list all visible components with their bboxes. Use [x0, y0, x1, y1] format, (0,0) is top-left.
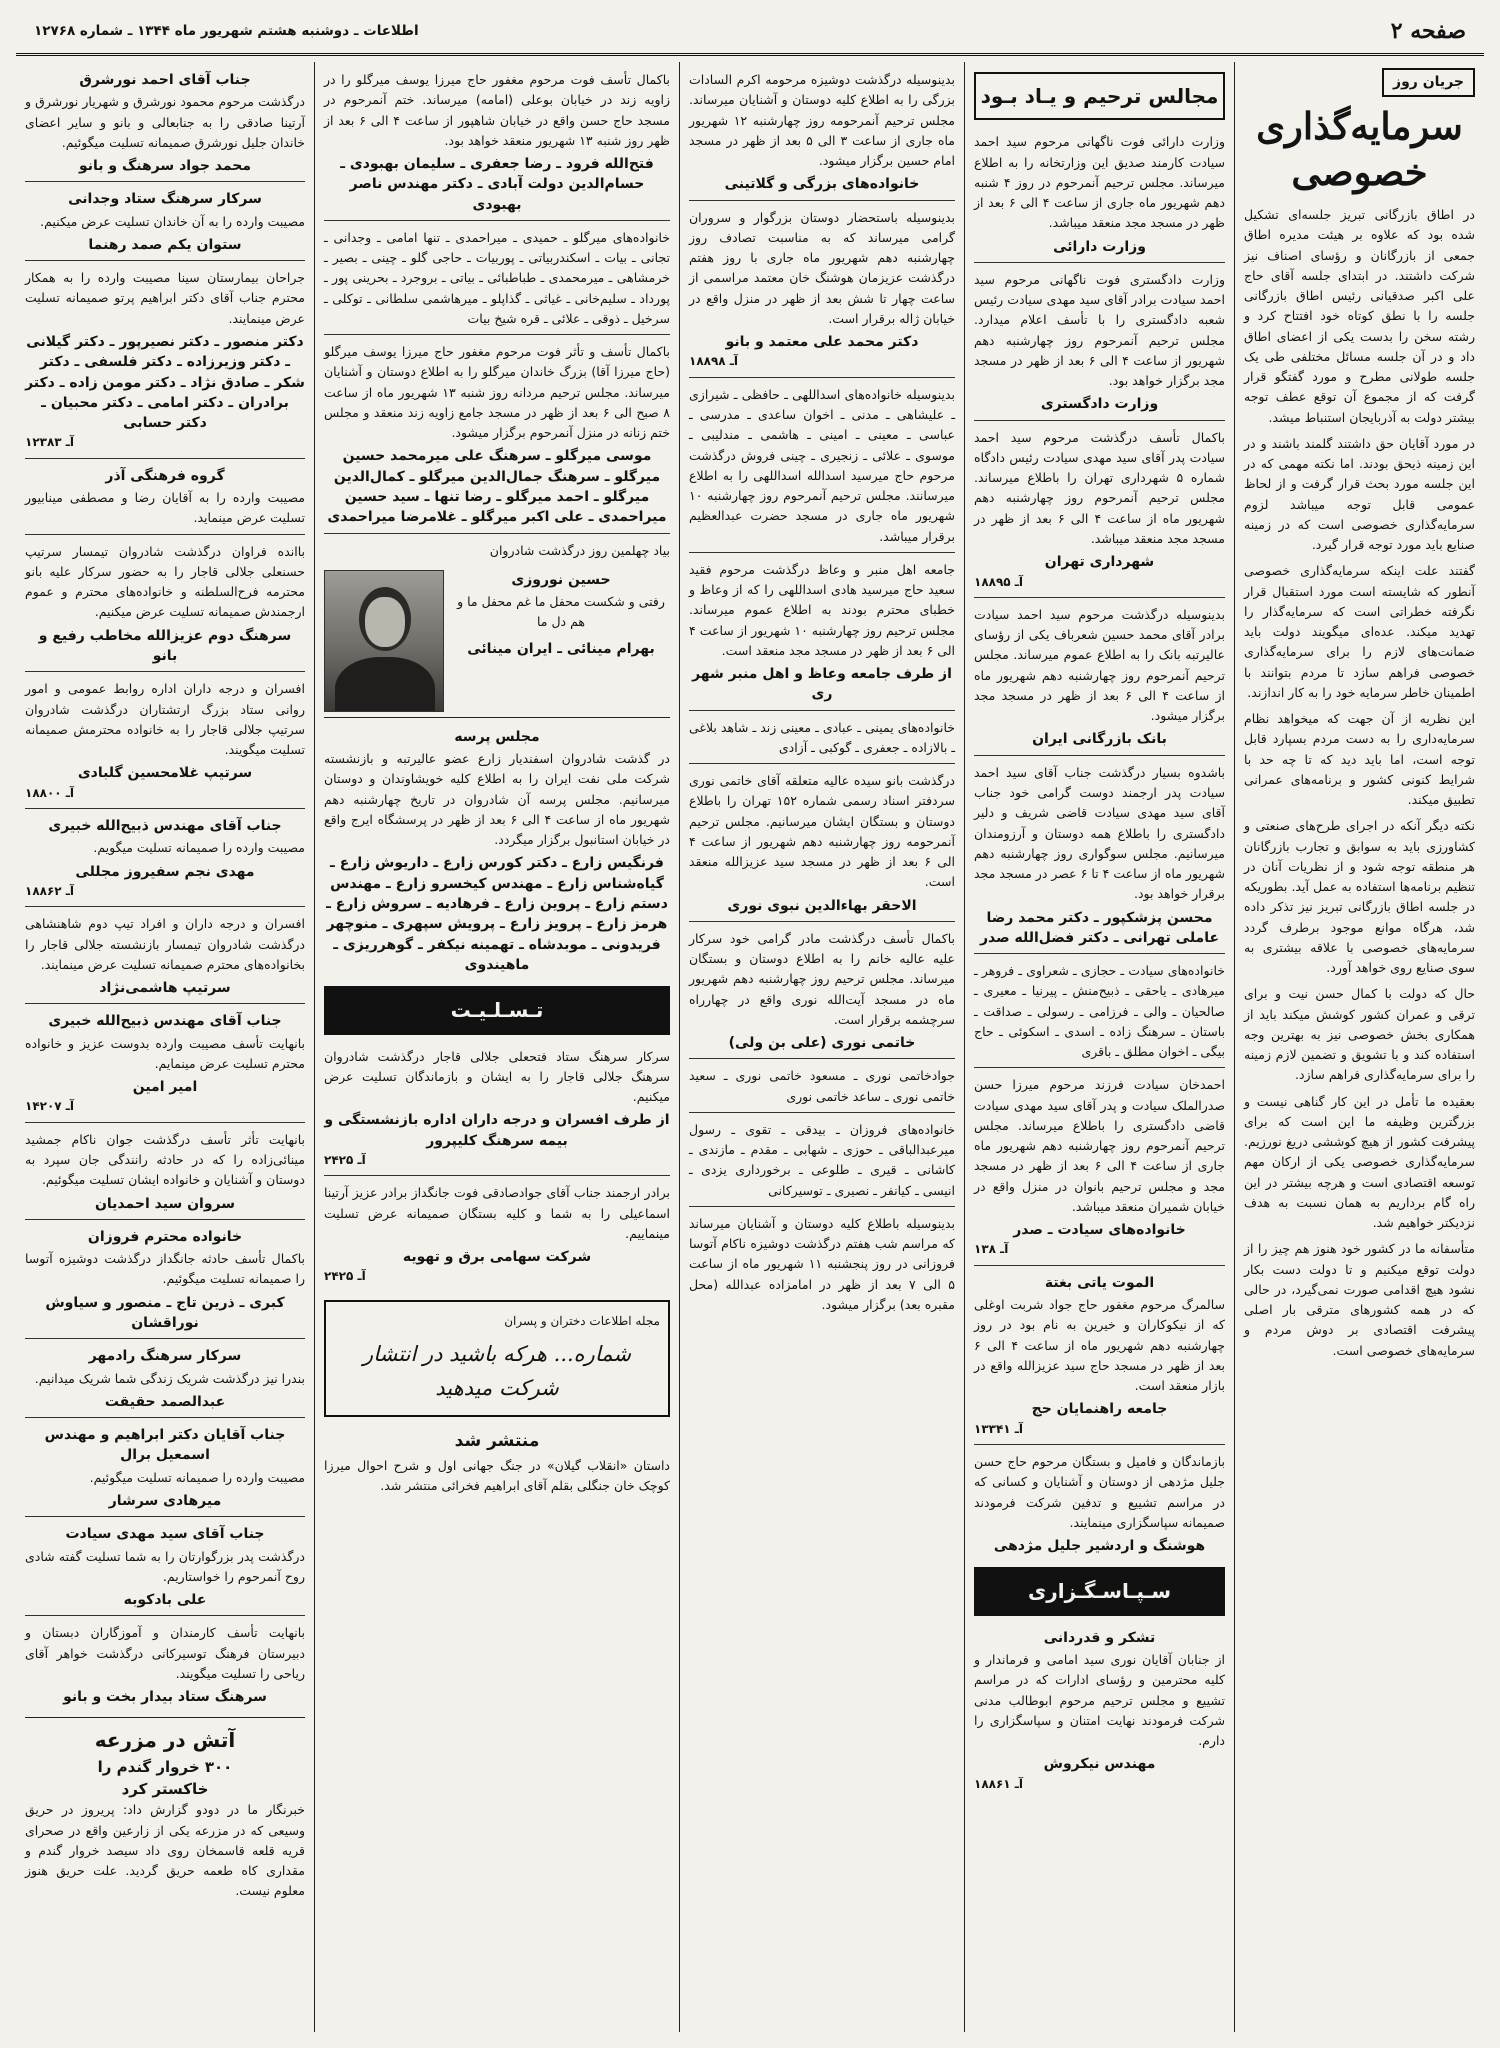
notice-heading: مجلس پرسه — [454, 728, 540, 745]
notice-text: بدینوسیله درگذشت دوشیزه مرحومه اکرم السادات بزرگی را به اطلاع کلیه دوستان و آشنایان میرساند. مجلس ترحیم آنمرحومه روز چهارشنبه ۱۲ شهریور ماه جاری از ساعت ۳ الی ۵ بعد از ظهر در مسجد امام حسین برگزار میشود. — [689, 72, 955, 168]
notice — [324, 1179, 670, 1291]
notice-text: افسران و درجه داران اداره روابط عمومی و امور روانی ستاد بزرگ ارتشتاران درگذشت شادروان سرتیپ جلالی قاجار را به خانواده محترمش صمیمانه تسلیت میگویند. — [25, 681, 305, 757]
notice-signature: مهدی نجم سفیروز مجللی — [75, 863, 255, 880]
fire-news — [25, 1724, 305, 1901]
notice — [25, 185, 305, 261]
notice — [25, 66, 305, 182]
notice-text: درگذشت بانو سیده عالیه متعلقه آقای خاتمی نوری سردفتر اسناد رسمی شماره ۱۵۲ تهران را باطلاع دوستان و بستگان ایشان میرسانیم. مجلس ترحیم آنمرحومه روز چهارشنبه دهم شهریور از ساعت ۴ الی ۶ بعد از ظهر در مسجد سید عزیزالله منعقد است. — [689, 773, 955, 890]
notice — [25, 264, 305, 459]
notice-text: خانواده‌های میرگلو ـ حمیدی ـ میراحمدی ـ تنها امامی ـ وجدانی ـ تجانی ـ بیات ـ اسکندربیاتی ـ پوربیات ـ حاجی گلو ـ چینی ـ بصیر ـ خرمشاهی ـ میرمحمدی ـ طباطبائی ـ بیاتی ـ بروجرد ـ بحرینی پور ـ پورداد ـ سلیم‌خانی ـ غیاثی ـ گذاپلو ـ میرهاشمی سلطانی ـ توکلی ـ سرخیل ـ ذوقی ـ علائی ـ قره شیخ بیات — [324, 229, 670, 326]
notice-heading: خانواده محترم فروزان — [87, 1228, 243, 1245]
notice-text: درگذشت مرحوم محمود نورشرق و شهریار نورشرق و آرتینا صادقی را به جنابعالی و بانو و سایر اعضای خاندان جلیل نورشرق صمیمانه تسلیت میگوئیم. — [25, 94, 305, 150]
magazine-ad: مجله اطلاعات دختران و پسران شماره... هرکه باشید در انتشار شرکت میدهید — [324, 1300, 670, 1417]
notice — [324, 66, 670, 221]
notice — [25, 1126, 305, 1220]
notices-list-3 — [689, 66, 955, 1320]
notice-signature: الاحقر بهاءالدین نبوی نوری — [727, 897, 917, 914]
notice-signature: محمد جواد سرهنگ و بانو — [78, 158, 252, 175]
notice-signature: شرکت سهامی برق و تهویه — [402, 1249, 592, 1266]
notice-signature: محسن پزشکپور ـ دکتر محمد رضا عاملی تهرانی ـ دکتر فضل‌الله صدر — [979, 909, 1220, 946]
notice — [25, 1619, 305, 1712]
notice-text: خانواده‌های سیادت ـ حجازی ـ شعراوی ـ فروهر ـ میرهادی ـ یاحقی ـ ذبیح‌منش ـ پیرنیا ـ معیری ـ صالحیان ـ والی ـ فرزامی ـ رسولی ـ صداقت ـ باستان ـ سرهنگ زاده ـ اسدی ـ اسکوئی ـ حاج بیگی ـ اخوان مطلق ـ باقری — [974, 963, 1225, 1060]
notice-text: خانواده‌های فروزان ـ بیدقی ـ تقوی ـ رسول میرعبدالباقی ـ حوزی ـ شهابی ـ مقدم ـ مازندی ـ کاشانی ـ قیری ـ طلوعی ـ برخورداری یزدی ـ انیسی ـ کیانفر ـ نصیری ـ توسیرکانی — [689, 1121, 955, 1198]
notice-heading: جناب آقای مهندس ذبیح‌الله خبیری — [48, 817, 282, 834]
notice-signature: وزارت دادگستری — [1040, 396, 1159, 413]
notice-text: بدینوسیله باستحضار دوستان بزرگوار و سروران گرامی میرساند که به مناسبت تصادف روز چهارشنبه دهم شهریور ماه جاری با روز هفتم درگذشت عزیزمان هوشنگ خان معتمد مراسمی از ساعت چهار تا شش بعد از ظهر در منزل واقع در خیابان ژاله برقرار است. — [689, 209, 955, 326]
notice-signature: از طرف جامعه وعاظ و اهل منبر شهر ری — [692, 666, 952, 703]
notices-column-4 — [314, 62, 679, 2032]
notice-code: آـ ۱۳۳۴۱ — [974, 1421, 1024, 1436]
section-tag: جریان روز — [1382, 68, 1475, 97]
newspaper-page — [16, 10, 1484, 2040]
notice — [689, 925, 955, 1060]
editorial-title: سرمایه‌گذاری خصوصی — [1256, 103, 1463, 194]
notice — [689, 1210, 955, 1320]
notice — [25, 1342, 305, 1418]
thanks-banner: سـپـاسـگـزاری — [974, 1567, 1225, 1615]
notice-text: باکمال تأسف حادثه جانگداز درگذشت دوشیزه آتوسا را صمیمانه تسلیت میگوئیم. — [25, 1251, 305, 1287]
notice-signature: دکتر محمد علی معتمد و بانو — [725, 334, 919, 351]
notice-text: بدینوسیله باطلاع کلیه دوستان و آشنایان میرساند که مراسم شب هفتم درگذشت دوشیزه ناکام آتوسا فروزانی در روز پنجشنبه ۱۱ شهریور ماه از ساعت ۵ الی ۷ بعد از ظهر در امامزاده عبدالله (محل مقبره بعد) برگزار میشود. — [689, 1215, 955, 1312]
notice-text: مصیبت وارده را صمیمانه تسلیت میگوئیم. — [89, 1469, 305, 1485]
notice — [689, 556, 955, 711]
notice-signature: امیر امین — [132, 1079, 198, 1096]
notice-code: آـ ۲۴۲۵ — [324, 1269, 366, 1284]
photo-caption: حسین نوروزی رفتی و شکست محفل ما غم محفل ما و هم دل ما بهرام مینائی ـ ایران مینائی — [457, 571, 665, 657]
notice — [324, 723, 670, 980]
notice-signature: دکتر منصور ـ دکتر نصیرپور ـ دکتر گیلانی ـ دکتر وزیرزاده ـ دکتر فلسفی ـ دکتر شکر ـ صادق نژاد ـ دکتر مومن زاده ـ دکتر برادران ـ دکتر امامی ـ دکتر محبیان ـ دکتر حسابی — [25, 333, 305, 432]
editorial-paragraph: حال که دولت با کمال حسن نیت و برای ترقی و عمران کشور کوشش میکند باید از همکاری بخش خصوصی نیز به بهترین وجه استفاده کند و با تشویق و تضمین لازم زمینه را برای سرمایه‌گذاری فراهم سازد. — [1244, 986, 1475, 1083]
page-number: صفحه ۲ — [1390, 17, 1466, 44]
notices-list-4 — [324, 66, 670, 566]
notice — [25, 462, 305, 535]
notice — [25, 538, 305, 673]
fire-subtitle-1: ۳۰۰ خروار گندم را — [97, 1757, 233, 1776]
memorial-banner: مجالس ترحیم و یـاد بـود — [974, 72, 1225, 120]
masthead — [16, 10, 1484, 56]
notice-heading: جناب آقای سید مهدی سیادت — [65, 1526, 265, 1543]
memorial-photo-block — [324, 570, 670, 712]
notice-text: مصیبت وارده را به آقایان رضا و مصطفی مینابیور تسلیت عرض مینماید. — [25, 490, 305, 526]
notice-signature: سرهنگ ستاد بیدار بخت و بانو — [63, 1689, 267, 1706]
notice-signature: خانواده‌های بزرگی و گلاتینی — [724, 176, 920, 193]
notice-code: آـ ۱۸۸۹۸ — [689, 354, 739, 369]
notice-text: باکمال تأسف فوت مرحوم مغفور حاج میرزا یوسف میرگلو را در زاویه زند در خیابان بوعلی (امامه) میرساند. ختم آنمرحوم در مسجد حاج حسن واقع در خیابان شاهپور از ساعت ۴ الی ۶ بعد از ظهر روز شنبه ۱۳ شهریور منعقد خواهد بود. — [324, 72, 670, 148]
notice-signature: شهرداری تهران — [1044, 554, 1155, 571]
notice-text: باکمال تأسف درگذشت مرحوم سید احمد سیادت پدر آقای سید مهدی سیادت رئیس دادگاه شماره ۵ شهرداری تهران را باطلاع میرساند. مجلس ترحیم آنمرحوم روز چهارشنبه دهم شهریور ماه از ساعت ۴ الی ۶ بعد از ظهر در مسجد مجد منعقد میباشد. — [974, 429, 1226, 546]
notice-text: باکمال تأسف و تأثر فوت مرحوم مغفور حاج میرزا یوسف میرگلو (حاج میرزا آقا) بزرگ خاندان میرگلو را به اطلاع دوستان و آشنایان میرساند. مجلس ترحیم مردانه روز شنبه ۱۳ شهریور ماه از ساعت ۸ صبح الی ۶ بعد از ظهر در مسجد جامع زاویه زند منعقد و مجلس ختم زنانه در منزل آنمرحوم برگزار میشود. — [324, 344, 671, 441]
notice-text: خانواده‌های یمینی ـ عبادی ـ معینی زند ـ شاهد بلاغی ـ بالازاده ـ جعفری ـ گوکبی ـ آزادی — [689, 719, 955, 755]
notice — [974, 1071, 1225, 1265]
notice-text: باشدوه بسیار درگذشت جناب آقای سید احمد سیادت پدر ارجمند دوست گرامی خود جناب آقای سید مهدی سیادت قاضی شریف و دلیر دادگستری را باطلاع همه دوستان و آرزومندان میرسانیم. مجلس سوگواری روز چهارشنبه دهم شهریور ماه از ساعت ۴ تا ۶ عصر در مسجد مجد برقرار خواهد بود. — [974, 764, 1226, 902]
notice — [974, 957, 1225, 1068]
notice — [689, 1116, 955, 1207]
notice-code: آـ ۱۸۸۹۵ — [974, 574, 1024, 589]
notice-signature: هوشنگ و اردشیر جلیل مژدهی — [993, 1538, 1206, 1555]
notice — [974, 1448, 1225, 1561]
notice-signature: ستوان یکم صمد رهنما — [88, 236, 242, 253]
notice-text: برادر ارجمند جناب آقای جوادصادقی فوت جانگداز برادر عزیز آرتینا اسماعیلی را به شما و کلیه بستگان صمیمانه عرض تسلیت مینماییم. — [324, 1185, 670, 1241]
notice-signature: فرنگیس زارع ـ دکتر کورس زارع ـ داریوش زارع ـ گیاه‌شناس زارع ـ مهندس کیخسرو زارع ـ مهندس دستم زارع ـ پروین زارع ـ فرهادیه ـ سروش زارع ـ هرمز زارع ـ پرویز زارع ـ پرویش سپهری ـ منوچهر فریدونی ـ موبدشاه ـ تهمینه نیکفر ـ گوهر‌ریزی ـ ماهیندوی — [326, 855, 668, 973]
editorial-paragraph: در اطاق بازرگانی تبریز جلسه‌ای تشکیل شده بود که علاوه بر هیئت مدیره اطاق جمعی از بازرگانان و رؤسای اصناف نیز شرکت داشتند. در ابتدای جلسه آقای حاج علی اکبر صدقیانی رئیس اطاق بازرگانی جلسه را با نطق کوتاه خود افتتاح کرد و رشته سخن را بدست یکی از اعضای اطاق داد و در آن جلسه مسائل مختلفی طی یک جلسه طولانی مطرح و مورد گفتگو قرار گرفت که از مجموع آن توقع عطف توجه بیشتر دولت به آذربایجان استنباط میشد. — [1244, 207, 1475, 425]
notice-text: بازماندگان و فامیل و بستگان مرحوم حاج حسن جلیل مژدهی از دوستان و آشنایان و کسانی که در مراسم تشییع و تدفین شرکت فرمودند صمیمانه سپاسگزاری مینمایند. — [974, 1454, 1225, 1530]
notice-heading: الموت یاتی بغتة — [1044, 1274, 1155, 1291]
thanks-notice: تشکر و قدردانی از جنابان آقایان نوری سید امامی و فرماندار و کلیه محترمین و رؤسای ادارات که در مراسم تشییع و مجلس ترحیم مرحوم ابوطالب مدنی شرکت فرمودند نهایت امتنان و سپاسگزاری را دارم. مهندس نیکروش آـ ۱۸۸۶۱ — [974, 1629, 1225, 1791]
notice-signature: از طرف افسران و درجه داران اداره بازنشستگی و بیمه سرهنگ کلیپرور — [324, 1112, 670, 1149]
notice — [324, 224, 670, 335]
fire-body: خبرنگار ما در دودو گزارش داد: پریروز در حریق وسیعی که در مزرعه یکی از زارعین واقع در صحرای قریه قلعه قاسمخان روی داد سیصد خروار گندم و مقداری کاه طعمه حریق گردید. علت حریق هنوز معلوم نیست. — [25, 1802, 305, 1899]
notice-heading: گروه فرهنگی آذر — [105, 467, 225, 484]
notice-text: احمدخان سیادت فرزند مرحوم میرزا حسن صدرالملک سیادت و پدر آقای سید مهدی سیادت قاضی دادگستری را باطلاع میرساند. مجلس ترحیم آنمرحوم روز چهارشنبه دهم شهریور ماه جاری از ساعت ۴ الی ۶ بعد از ظهر در مسجد مجد و مجلس ترحیم بانوان در منزل واقع در خیابان شمیران منعقد میباشد. — [974, 1077, 1225, 1214]
notice — [689, 767, 955, 922]
notice-heading: جناب آقای مهندس ذبیح‌الله خبیری — [48, 1013, 282, 1030]
notice-text: جامعه اهل منبر و وعاظ درگذشت مرحوم فقید سعید حاج میرسید هادی اسداللهی را که از وعاظ و خطبای محترم بودند به اطلاع عموم میرساند. مجلس ترحیم روز چهارشنبه ۱۰ شهریور از ساعت ۴ الی ۶ بعد از ظهر در مسجد مجد منعقد است. — [689, 561, 955, 658]
editorial-column — [1234, 62, 1484, 2032]
notice-text: بانهایت تأسف مصیبت وارده بدوست عزیز و خانواده محترم تسلیت عرض مینمایم. — [25, 1035, 305, 1071]
notice — [974, 601, 1225, 756]
notices-list-5 — [25, 66, 305, 1712]
notice-text: باانده فراوان درگذشت شادروان تیمسار سرتیپ حسنعلی جلالی قاجار را به حضور سرکار علیه بانو محترمه فرح‌السلطنه و خانواده‌های محترم و عموم ارجمندش صمیمانه تسلیت عرض میکنیم. — [25, 543, 305, 620]
notice-signature: سروان سید احمدیان — [94, 1195, 236, 1212]
notice — [974, 266, 1225, 421]
notice-text: بدینوسیله خانواده‌های اسداللهی ـ حافظی ـ شیرازی ـ علیشاهی ـ مدنی ـ اخوان ساعدی ـ مدرسی ـ عباسی ـ معینی ـ امینی ـ هاشمی ـ مندلیبی ـ موسوی ـ علائی ـ زنجیری ـ چینی فروش درگذشت مرحوم حاج میرسید اسدالله اسداللهی را به اطلاع میرسانند. مجلس ترحیم آنمرحوم روز چهارشنبه ۱۰ شهریور ماه جاری در مسجد حضرت عبدالعظیم برقرار میباشد. — [689, 386, 955, 544]
notice-signature: خانواده‌های سیادت ـ صدر — [1013, 1222, 1186, 1239]
notice — [25, 1007, 305, 1123]
notice-text: سالمرگ مرحوم مغفور حاج جواد شربت اوغلی که از نیکوکاران و خیرین به نام بود در روز چهارشنبه دهم شهریور ماه از ساعت ۴ الی ۶ بعد از ظهر در مسجد حاج سید عزیزالله واقع در بازار منعقد است. — [974, 1297, 1225, 1394]
notice-text: بانهایت تأسف کارمندان و آموزگاران دبستان و دبیرستان فرهنگ توسیرکانی درگذشت خواهر آقای ریاحی را تسلیت میگویند. — [25, 1625, 305, 1681]
notice-signature: وزارت دارائی — [1053, 238, 1146, 255]
notice-signature: علی بادکوبه — [123, 1592, 207, 1609]
notice-text: بیاد چهلمین روز درگذشت شادروان — [489, 542, 670, 558]
notice — [974, 759, 1225, 954]
notice-signature: بانک بازرگانی ایران — [1032, 731, 1167, 748]
notice — [974, 1269, 1225, 1445]
notice-text: جراحان بیمارستان سینا مصیبت وارده را به همکار محترم جناب آقای دکتر ابراهیم پرتو صمیمانه تسلیت عرض مینمایند. — [25, 270, 305, 326]
editorial-paragraph: نکته دیگر آنکه در اجرای طرح‌های صنعتی و کشاورزی باید به سوابق و تجارب بازرگانان هر منطقه توجه شود و از نظریات آنان در تنظیم برنامه‌ها استفاده به عمل آید. بطوریکه در جلسه اطاق بازرگانی تبریز نیز تذکر داده شد، هرگاه موانع موجود برطرف گردد سرمایه‌های خصوصی با علاقه بیشتری به سوی صنایع روی خواهد آورد. — [1244, 818, 1475, 976]
notice — [689, 381, 955, 553]
notice — [974, 128, 1225, 263]
notice — [689, 204, 955, 378]
notice — [689, 66, 955, 201]
notice-code: آـ ۱۲۳۸۳ — [25, 435, 75, 450]
notice-signature: میرهادی سرشار — [108, 1492, 222, 1509]
notice-text: باکمال تأسف درگذشت مادر گرامی خود سرکار علیه عالیه خانم را به اطلاع دوستان و بستگان میرساند. مجلس ترحیم روز چهارشنبه دهم شهریور ماه در مسجد آیت‌الله نوری واقع در چهارراه سرچشمه برقرار است. — [689, 930, 955, 1027]
notice-text: وزارت دادگستری فوت ناگهانی مرحوم سید احمد سیادت برادر آقای سید مهدی سیادت رئیس شعبه دادگستری را با تأسف اعلام میدارد. مجلس ترحیم آنمرحوم روز چهارشنبه دهم شهریور از ساعت ۴ الی ۶ بعد از ظهر در مسجد مجد برگزار خواهد بود. — [974, 271, 1226, 389]
notice-heading: سرکار سرهنگ رادمهر — [88, 1348, 242, 1365]
editorial-paragraph: گفتند علت اینکه سرمایه‌گذاری خصوصی آنطور که شایسته است مورد استقبال قرار نگرفته خطراتی است که سرمایه‌گذار را تهدید میکند. عده‌ای میگویند دولت باید ضمانت‌های لازم را برای سرمایه‌گذاری خصوصی فراهم سازد تا مردم بتوانند با اطمینان خاطر سرمایه خود را به کار اندازند. — [1244, 563, 1475, 700]
notice-code: آـ ۱۴۲۰۷ — [25, 1099, 75, 1114]
condolence-banner: تـسـلـیـت — [324, 986, 670, 1034]
editorial-paragraph: در مورد آقایان حق داشتند گلمند باشند و در این زمینه ذیحق بودند. اما نکته مهمی که در این جلسه مورد بحث قرار گرفت و از لحاظ عمومی قابل توجه میباشد لزوم سرمایه‌گذاری خصوصی است که در زمینه صنایع باید مورد توجه قرار گیرد. — [1244, 435, 1475, 553]
memorial-notices — [974, 128, 1225, 1561]
notice-signature: فتح‌الله فرود ـ رضا جعفری ـ سلیمان بهبودی ـ حسام‌الدین دولت آبادی ـ دکتر مهندس ناصر بهبودی — [340, 156, 654, 213]
notice-text: درگذشت پدر بزرگوارتان را به شما تسلیت گفته شادی روح آنمرحوم را خواستاریم. — [25, 1548, 305, 1584]
notice — [689, 714, 955, 765]
notice-signature: موسی میرگلو ـ سرهنگ علی میرمحمد حسین میرگلو ـ سرهنگ جمال‌الدین میرگلو ـ کمال‌الدین میرگلو ـ احمد میرگلو ـ رضا تنها ـ سید حسین میراحمدی ـ علی اکبر میرگلو ـ غلامرضا میراحمدی — [327, 448, 667, 526]
notice — [25, 1520, 305, 1616]
notice-text: سرکار سرهنگ ستاد فتحعلی جلالی قاجار درگذشت شادروان سرهنگ جلالی قاجار را به ایشان و بازماندگان تسلیت عرض میکنیم. — [324, 1048, 670, 1105]
editorial-paragraph: این نظریه از آن جهت که میخواهد نظام سرمایه‌داری را به دست مردم بسپارد قابل توجه است، اما باید دید که تا چه حد با شرایط کنونی کشور و برنامه‌های عمرانی تطبیق میکند. — [1244, 711, 1475, 808]
notice — [25, 675, 305, 809]
fire-subtitle-2: خاکستر کرد — [121, 1779, 209, 1798]
notice-signature: سرهنگ دوم عزیزالله مخاطب رفیع و بانو — [38, 627, 292, 664]
editorial-paragraph: متأسفانه ما در کشور خود هنوز هم چیز را از دولت توقع میکنیم و تا دولت دست بکار نشود هیچ اقدامی صورت نمی‌گیرد، در حالی که در همه کشورهای مترقی بار اصلی پیشرفت اقتصادی بر دوش مردم و سرمایه‌های خصوصی است. — [1244, 1241, 1475, 1358]
notice — [25, 910, 305, 1004]
notice — [25, 1421, 305, 1517]
condolences-column-5 — [16, 62, 314, 2032]
portrait-photo — [324, 570, 444, 712]
notice-text: مصیبت وارده را صمیمانه تسلیت میگویم. — [93, 840, 305, 856]
notice-signature: سرتیپ هاشمی‌نژاد — [99, 980, 231, 997]
notices-list-4b — [324, 723, 670, 980]
notice-text: افسران و درجه داران و افراد تیپ دوم شاهنشاهی درگذشت شادروان تیمسار بازنشسته جلالی قاجار را بخانواده‌های محترم صمیمانه تسلیت عرض مینمایند. — [25, 916, 305, 972]
notice — [324, 338, 670, 533]
editorial-body — [1244, 205, 1475, 1361]
notice-text: وزارت دارائی فوت ناگهانی مرحوم سید احمد سیادت کارمند صدیق این وزارتخانه را به اطلاع میرساند. مجلس ترحیم آنمرحوم در روز ۴ شنبه دهم شهریور ماه جاری از ساعت ۴ الی ۶ بعد از ظهر در مسجد مجد منعقد میباشد. — [974, 134, 1226, 231]
memorial-column — [964, 62, 1234, 2032]
editorial-paragraph: بعقیده ما تأمل در این کار گناهی نیست و بزرگترین وظیفه ما این است که برای پیشرفت کشور از هیچ کوششی دریغ نورزیم. سرمایه‌گذاری خصوصی یکی از ارکان مهم توسعه اقتصادی است و هرچه بیشتر در این راه گام برداریم به همان نسبت به هدف نزدیکتر خواهیم شد. — [1244, 1093, 1475, 1231]
notice-text: جوادخاتمی نوری ـ مسعود خاتمی نوری ـ سعید خاتمی نوری ـ ساعد خاتمی نوری — [689, 1068, 955, 1104]
notice-heading: سرکار سرهنگ ستاد وجدانی — [68, 191, 262, 208]
notice — [324, 537, 670, 566]
notice-code: آـ ۱۳۸ — [974, 1242, 1009, 1257]
notice-text: مصیبت وارده را به آن خاندان تسلیت عرض میکنیم. — [40, 213, 305, 229]
notice-signature: خاتمی نوری (علی بن ولی) — [728, 1035, 916, 1052]
notice — [324, 1043, 670, 1177]
condolence-list — [324, 1043, 670, 1292]
notice — [974, 424, 1225, 598]
notice-code: آـ ۱۸۸۰۰ — [25, 785, 75, 800]
fire-title: آتش در مزرعه — [94, 1728, 236, 1753]
notice-signature: سرتیپ غلامحسین گلبادی — [77, 765, 253, 782]
notice-text: بانهایت تأثر تأسف درگذشت جوان ناکام جمشید مینائی‌زاده را که در حادثه رانندگی جان سپرد به دوستان و آشنایان و خانواده ایشان تسلیت میگوئیم. — [25, 1131, 305, 1188]
notices-column-3 — [679, 62, 964, 2032]
notice — [689, 1062, 955, 1113]
notice-heading: جناب آقای احمد نورشرق — [79, 72, 251, 88]
notice-code: آـ ۲۴۲۵ — [324, 1152, 366, 1167]
issue-info: اطلاعات ـ دوشنبه هشتم شهریور ماه ۱۳۴۴ ـ شماره ۱۲۷۶۸ — [34, 22, 419, 39]
published-notice: منتشر شد داستان «انقلاب گیلان» در جنگ جهانی اول و شرح احوال میرزا کوچک خان جنگلی بقلم آقای ابراهیم فخرائی منتشر شد. — [324, 1431, 670, 1494]
notice-signature: جامعه راهنمایان حج — [1031, 1401, 1168, 1418]
notice-code: آـ ۱۸۸۶۲ — [25, 883, 75, 898]
notice — [25, 1223, 305, 1339]
notice — [25, 812, 305, 907]
notice-text: بدینوسیله درگذشت مرحوم سید احمد سیادت برادر آقای محمد حسین شعرباف یکی از رؤسای عالیرتبه بانک را به اطلاع عموم میرساند. مجلس ترحیم آنمرحوم روز چهارشنبه دهم شهریور ماه از ساعت ۴ الی ۶ بعد از ظهر در مسجد مجد برگزار میشود. — [974, 606, 1225, 724]
notice-signature: عبدالصمد حقیقت — [104, 1393, 226, 1410]
notice-heading: جناب آقایان دکتر ابراهیم و مهندس اسمعیل برال — [44, 1427, 286, 1464]
notice-text: در گذشت شادروان اسفندیار زارع عضو عالیرتبه و بازنشسته شرکت ملی نفت ایران را به اطلاع کلیه خویشاوندان و دوستان میرسانیم. مجلس پرسه آن شادروان در تاریخ چهارشنبه دهم شهریور ماه از ساعت ۴ الی ۶ بعد از ظهر در پرسشگاه ایرج واقع در خیابان استانبول برگزار میگردد. — [324, 751, 670, 848]
notice-text: بندرا نیز درگذشت شریک زندگی شما شریک میدانیم. — [34, 1370, 305, 1386]
notice-signature: کبری ـ ذرین تاج ـ منصور و سیاوش نوراقشان — [45, 1294, 285, 1331]
